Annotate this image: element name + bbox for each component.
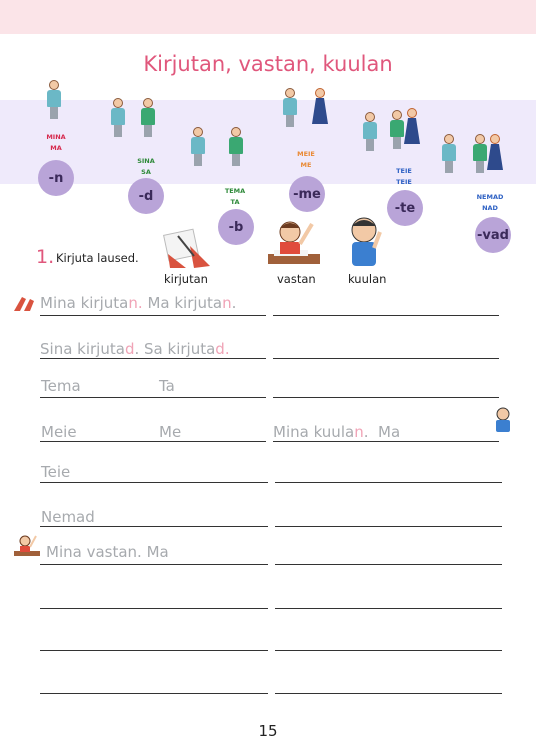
boy-listening-icon <box>493 407 513 435</box>
guide-text-row4-b: Me <box>159 423 182 441</box>
task-instruction: Kirjuta laused. <box>56 251 139 265</box>
writing-line-row4-left[interactable] <box>40 441 266 442</box>
page-number: 15 <box>258 722 278 740</box>
guide-text-row4-right: Mina kuulan. Ma <box>273 423 401 441</box>
writing-line-row3-left[interactable] <box>40 397 266 398</box>
writing-line-row2-right[interactable] <box>273 358 499 359</box>
ending-circle-vad: -vad <box>475 217 511 253</box>
writing-hands-icon <box>12 293 36 313</box>
writing-line-row5-left[interactable] <box>40 482 268 483</box>
ending-circle-me: -me <box>289 176 325 212</box>
pronoun-label-meie: MEIE ME <box>297 150 315 169</box>
verb-label-kuulan: kuulan <box>348 272 387 286</box>
guide-text-row2-left: Sina kirjutad. Sa kirjutad. <box>40 340 230 358</box>
writing-hands-picture <box>160 226 212 270</box>
writing-line-row4-right[interactable] <box>273 441 499 442</box>
guide-text-row3-a: Tema <box>41 377 81 395</box>
guide-text-row5: Teie <box>41 463 71 481</box>
writing-line-row1-right[interactable] <box>273 315 499 316</box>
ending-circle-d: -d <box>128 178 164 214</box>
pronoun-label-mina: MINA MA <box>46 133 66 152</box>
boy-listening-picture <box>344 214 388 270</box>
pronoun-label-teie: TEIE TEIE <box>396 167 412 186</box>
top-header-band <box>0 0 536 34</box>
writing-line-row1-left[interactable] <box>40 315 266 316</box>
writing-line-row5-right[interactable] <box>275 482 502 483</box>
writing-line-row7-right[interactable] <box>275 564 502 565</box>
page-title: Kirjutan, vastan, kuulan <box>143 52 393 76</box>
ending-circle-b: -b <box>218 209 254 245</box>
ending-circle-te: -te <box>387 190 423 226</box>
guide-text-row7: Mina vastan. Ma <box>46 543 169 561</box>
pronoun-label-tema: TEMA TA <box>224 187 246 206</box>
writing-line-row7-left[interactable] <box>40 564 268 565</box>
guide-text-row3-b: Ta <box>159 377 175 395</box>
writing-line-row6-left[interactable] <box>40 526 268 527</box>
writing-line-row10-left[interactable] <box>40 693 268 694</box>
ending-circle-n: -n <box>38 160 74 196</box>
writing-line-row9-left[interactable] <box>40 650 268 651</box>
writing-line-row10-right[interactable] <box>275 693 502 694</box>
writing-line-row6-right[interactable] <box>275 526 502 527</box>
boy-raising-hand-icon <box>14 534 40 558</box>
verb-label-kirjutan: kirjutan <box>164 272 208 286</box>
task-number: 1. <box>36 246 55 268</box>
pronoun-label-nemad: NEMAD NAD <box>476 193 504 212</box>
writing-line-row8-right[interactable] <box>275 608 502 609</box>
writing-line-row2-left[interactable] <box>40 358 266 359</box>
guide-text-row1-left: Mina kirjutan. Ma kirjutan. <box>40 294 237 312</box>
guide-text-row4-a: Meie <box>41 423 77 441</box>
writing-line-row9-right[interactable] <box>275 650 502 651</box>
guide-text-row6: Nemad <box>41 508 95 526</box>
writing-line-row8-left[interactable] <box>40 608 268 609</box>
verb-label-vastan: vastan <box>277 272 316 286</box>
writing-line-row3-right[interactable] <box>273 397 499 398</box>
pronoun-label-sina: SINA SA <box>137 157 155 176</box>
boy-raising-hand-picture <box>264 218 324 270</box>
